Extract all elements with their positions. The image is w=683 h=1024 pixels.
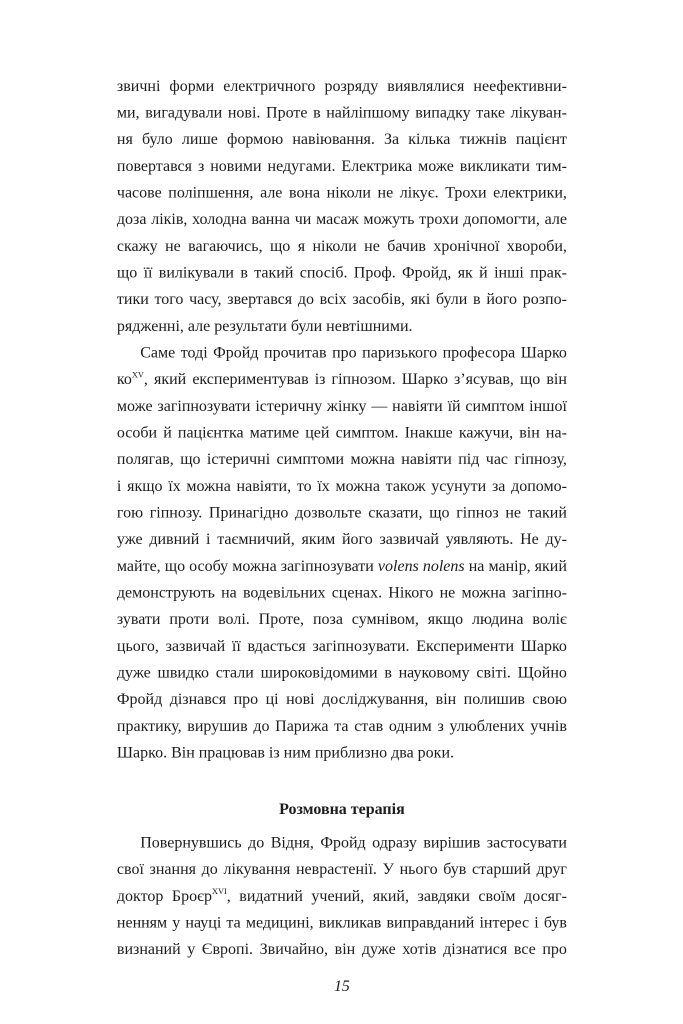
text-line <box>117 367 567 394</box>
text-line: ненням у науці та медицині, викликав виправданий інтерес і був <box>116 914 567 932</box>
text-line: дуже швидко стали широковідомими в науковому світі. Щойно <box>116 664 567 682</box>
footnote-marker: XV <box>131 370 144 380</box>
text-line: скажу не вагаючись, що я ніколи не бачив хронічної хвороби, <box>116 237 567 255</box>
book-page <box>57 0 626 995</box>
section-heading: Розмовна терапія <box>279 800 405 819</box>
text-line: свої знання до лікування неврастенії. У нього був старший друг <box>116 860 567 879</box>
text-line: визнаний у Європі. Звичайно, він дуже хотів дізнатися все про <box>116 940 567 959</box>
text-line: демонструють на водевільних сценах. Нікого не можна загіпно- <box>116 584 567 602</box>
text-line: ня було лише формою навіювання. За кілька тижнів пацієнт <box>116 130 567 149</box>
text-line <box>117 883 567 910</box>
text-line: уже дивний і таємничий, яким його зазвичай уявляють. Не ду- <box>116 530 567 549</box>
text-line: практику, вирушив до Парижа та став одним з улюблених учнів <box>116 717 567 735</box>
text-line: полягав, що істеричні симптоми можна навіяти під час гіпнозу, <box>116 450 567 469</box>
text-span: , який експериментував із гіпнозом. Шарко з’ясував, що він <box>143 370 567 389</box>
text-line: Саме тоді Фройд прочитав про паризького професора Шарко <box>140 344 567 362</box>
text-line: Фройд дізнався про ці нові досліджування, він полишив свою <box>116 690 567 709</box>
text-line: особи й пацієнтка матиме цей симптом. Інакше кажучи, він на- <box>116 424 567 442</box>
text-line: рядженні, але результати були невтішними. <box>116 317 413 335</box>
text-line: доза ліків, холодна ванна чи масаж можуть трохи допомогти, але <box>116 210 567 229</box>
text-line: може загіпнозувати істеричну жінку — навіяти їй симптом іншої <box>116 397 567 415</box>
footnote-marker: XVI <box>211 887 227 897</box>
text-span: ко <box>116 370 132 389</box>
text-span: на манір, який <box>464 557 567 575</box>
text-span: майте, що особу можна загіпнозувати <box>116 557 378 575</box>
text-line <box>117 553 567 580</box>
text-line: і якщо їх можна навіяти, то їх можна також усунути за допомо- <box>116 477 567 495</box>
text-line: тики того часу, звертався до всіх засобів, які були в його розпо- <box>116 290 567 309</box>
text-line: Повернувшись до Відня, Фройд одразу вирішив застосувати <box>140 834 567 852</box>
text-line: Шарко. Він працював із ним приблизно два роки. <box>116 744 454 762</box>
text-span: доктор Броєр <box>116 887 212 905</box>
text-line: ми, вигадували нові. Проте в найліпшому випадку таке лікуван- <box>116 104 567 122</box>
text-line: повертався з новими недугами. Електрика може викликати тим- <box>116 157 567 175</box>
italic-term: volens nolens <box>377 557 465 575</box>
text-line: цього, зазвичай її вдасться загіпнозувати. Експерименти Шарко <box>116 637 567 655</box>
page-number: 15 <box>334 977 350 995</box>
text-line: зувати проти волі. Проте, поза сумнівом, якщо людина воліє <box>116 610 567 629</box>
text-line: звичні форми електричного розряду виявлялися неефективни- <box>116 77 567 95</box>
text-line: гою гіпнозу. Принагідно дозвольте сказати, що гіпноз не такий <box>116 504 567 522</box>
text-span: , видатний учений, який, завдяки своїм досяг- <box>226 887 567 905</box>
text-line: часове поліпшення, але вона ніколи не лікує. Трохи електрики, <box>116 184 567 202</box>
text-line: що її вилікували в такий спосіб. Проф. Фройд, як й інші прак- <box>116 264 567 282</box>
